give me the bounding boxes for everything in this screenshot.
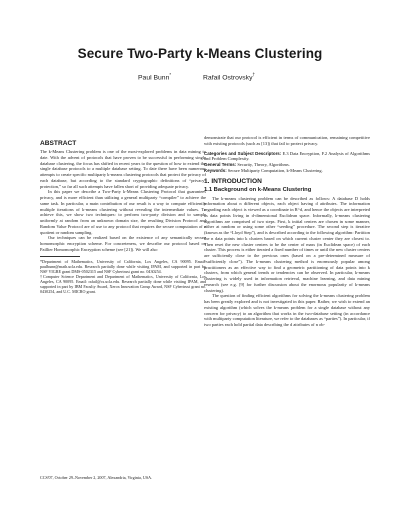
author-2 [203,72,255,81]
keywords-text: Secure Multiparty Computation, k-Means Clustering. [227,167,323,173]
abstract-paragraph-3: Our techniques can be realized based on the existence of any semantically secure homomorphic encryption scheme. For concreteness, we describe our protocol based on Paillier Homomorphic Encryption scheme (see [21]). We will also [40,235,206,252]
footnote-divider [40,256,80,257]
intro-paragraph-2: The question of finding efficient algorithms for solving the k-means clustering problem has been greatly explored and is not investigated in this paper. Rather, we wish to extend an existing algorithm (which solves the k-means problem for a single database without any concern for privacy) to an algorithm that works in the two-database setting (in accordance with multiparty computation literature, we refer to the databases as “parties”). In particular, if two parties each hold partial data describing the d attributes of n ob- [204,293,370,327]
terms-text: Security, Theory, Algorithms. [237,162,290,167]
subsection-background-heading: 1.1 Background on k-Means Clustering [204,186,312,193]
left-column [40,140,206,294]
footnote-2: †Computer Science Department and Department of Mathematics, University of California, Los Angeles, CA 90095. Email: rafail@cs.ucla.edu. Research partially done while visiting IPAM, and supported in part by IBM Faculty Award, Xerox Innovation Group Award, NSF Cybertrust grant no. 0430254, and U.C. MICRO grant. [40,273,206,295]
author-1-name: Paul Bunn [138,74,170,82]
categories-text: E.3 Data Encryption, F.2 Analysis of Algorithms and Problem Complexity. [204,150,371,162]
categories-line [204,151,370,163]
author-1 [138,72,171,81]
section-introduction-heading: 1. INTRODUCTION [204,177,262,185]
abstract-paragraph-2: In this paper we describe a Two-Party k-Means Clustering Protocol that guarantees privacy, and is more efficient than utilizing a general multiparty “compiler” to achieve the same task. In particular, a main contribution of our result is a way to compute efficiently multiple iterations of k-means clustering without revealing the intermediate values. To achieve this, we show two techniques: to perform two-party division and to sample uniformly at random from an unknown domain size, the resulting Division Protocol and Random Value Protocol are of use to any protocol that requires the secure computation of a quotient or random sampling. [40,189,206,235]
copyright-notice: CCS'07, October 29–November 2, 2007, Alexandria, Virginia, USA. [40,475,153,480]
abstract-paragraph-1: The k-Means Clustering problem is one of the most-explored problems in data mining to date. With the advent of protocols that have proven to be successful in performing single database clustering, the focus has shifted in recent years to the question of how to extend the single database protocols to a multiple database setting. To date there have been numerous attempts to create specific multiparty k-means clustering protocols that protect the privacy of each database, but according to the standard cryptographic definitions of “privacy-protection,” so far all such attempts have fallen short of providing adequate privacy. [40,149,206,189]
intro-paragraph-1: The k-means clustering problem can be described as follows: A database D holds information about n different objects, each object having d attributes. The information regarding each object is viewed as a coordinate in R^d, and hence the objects are interpreted as data points living in d-dimensional Euclidean space. Informally, k-means clustering algorithms are comprised of two steps. First, k initial centers are chosen in some manner, either at random or using some other “seeding” procedure. The second step is iterative (known as the “Lloyd Step”), and is described according to the following algorithm: Partition the n data points into k clusters based on which current cluster center they are closest to. Then reset the new cluster centers to be the center of mass (in Euclidean space) of each cluster. This process is either iterated a fixed number of times or until the new cluster centers are sufficiently close to the previous ones (based on a pre-determined measure of “sufficiently close”). The k-means clustering method is enormously popular among practitioners as an effective way to find a geometric partitioning of data points into k clusters, from which general trends or tendencies can be observed. In particular, k-means clustering is widely used in information retrieval, machine learning, and data mining research (see e.g. [9] for further discussion about the enormous popularity of k-means clustering). [204,195,370,293]
author-2-mark: † [252,72,255,77]
footnote-1: *Department of Mathematics, University of California, Los Angeles, CA 90095. Email: paulbunn@math.ucla.edu. Research partially done while visiting IPAM, and supported in part by NSF VIGRE grant DMS-0502315 and NSF Cybertrust grant no. 0430254. [40,258,206,274]
author-2-name: Rafail Ostrovsky [203,74,253,82]
footnotes [40,259,206,295]
terms-label: General Terms: [204,162,237,167]
keywords-label: Keywords: [204,167,227,173]
paper-title: Secure Two-Party k-Means Clustering [77,46,323,61]
right-column [204,135,370,328]
author-1-mark: * [169,72,172,77]
abstract-heading: ABSTRACT [40,140,77,147]
abstract-continuation: demonstrate that our protocol is efficient in terms of communication, remaining competitive with existing protocols (such as [13]) that fail to protect privacy. [204,135,370,146]
categories-label: Categories and Subject Descriptors: [204,150,282,156]
